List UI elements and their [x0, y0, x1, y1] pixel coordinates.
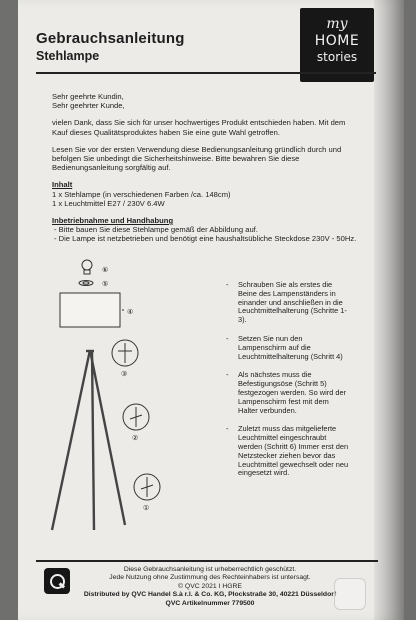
greeting-line: Sehr geehrte Kundin,	[52, 92, 124, 101]
logo-my: my	[326, 16, 348, 32]
brand-logo	[300, 8, 374, 82]
read-notice-paragraph: Lesen Sie vor der ersten Verwendung diese Bedienungsanleitung gründlich durch und befolgen Sie unbedingt die Sicherheitshinweise. Bitte bewahren Sie diese Bedienungsanleitung sorgfältig auf.	[52, 144, 342, 173]
lampshade-icon	[60, 293, 120, 327]
assembly-step: - Zuletzt muss das mitgelieferte Leuchtmittel eingeschraubt werden (Schritt 6) Immer erst den Netzstecker ziehen bevor das Leuchtmittel gewechselt oder neu eingesetzt wird.	[232, 425, 350, 478]
label-step4: ④	[127, 309, 134, 316]
header-divider	[36, 72, 376, 74]
setup-item: - Bitte bauen Sie diese Stehlampe gemäß der Abbildung auf.	[54, 225, 258, 235]
setup-item-text: Die Lampe ist netzbetrieben und benötigt eine haushaltsübliche Steckdose 230V - 50Hz.	[58, 234, 357, 244]
document-subtitle: Stehlampe	[36, 49, 100, 63]
usage-line: Jede Nutzung ohne Zustimmung des Rechteinhabers ist untersagt.	[109, 574, 311, 582]
assembly-step: - Als nächstes muss die Befestigungsöse (Schritt 5) festgezogen werden. So wird der Lampenschirm fest mit dem Halter verbunden.	[232, 371, 350, 415]
logo-home: HOME	[314, 33, 360, 49]
assembly-steps	[232, 281, 350, 488]
label-step6: ⑥	[102, 267, 109, 274]
document-body	[52, 92, 357, 244]
setup-item: - Die Lampe ist netzbetrieben und benötigt eine haushaltsübliche Steckdose 230V - 50Hz.	[54, 234, 357, 244]
distributor-line: Distributed by QVC Handel S.à r.l. & Co. KG, Plockstraße 30, 40221 Düsseldorf	[83, 591, 337, 599]
document-header	[36, 30, 185, 63]
article-number-line: QVC Artikelnummer 779500	[165, 599, 255, 607]
label-step5: ⑤	[102, 281, 109, 288]
document-title: Gebrauchsanleitung	[36, 30, 185, 47]
bulb-icon	[82, 260, 92, 274]
sticker-mark	[334, 578, 366, 610]
sheet-fold-shadow	[374, 0, 404, 620]
fixing-ring-icon	[79, 281, 93, 286]
label-step1: ①	[143, 505, 150, 512]
greeting	[52, 92, 357, 110]
footer-divider	[36, 560, 378, 562]
label-step3: ③	[121, 371, 128, 378]
company-year-line: © QVC 2021 I HGRE	[178, 582, 242, 590]
contents-item: 1 x Leuchtmittel E27 / 230V 6.4W	[52, 198, 165, 208]
label-step2: ②	[132, 435, 139, 442]
lamp-assembly-illustration	[50, 255, 230, 535]
setup-item-text: Bitte bauen Sie diese Stehlampe gemäß der Abbildung auf.	[58, 225, 258, 235]
tripod-stand-icon	[52, 350, 128, 530]
detail-circle-icon	[112, 340, 160, 500]
logo-stories: stories	[316, 50, 358, 64]
assembly-step: - Schrauben Sie als erstes die Beine des Lampenständers in einander und anschließen in die Leuchtmittelhalterung (Schritte 1-3).	[232, 281, 350, 325]
assembly-step: - Setzen Sie nun den Lampenschirm auf die Leuchtmittelhalterung (Schritt 4)	[232, 335, 350, 361]
setup-heading: Inbetriebnahme und Handhabung	[52, 216, 174, 226]
greeting-line: Sehr geehrter Kunde,	[52, 101, 125, 111]
intro-paragraph: vielen Dank, dass Sie sich für unser hochwertiges Produkt entschieden haben. Mit dem Kauf dieses Qualitätsproduktes haben Sie eine gute Wahl getroffen.	[52, 118, 346, 137]
contents-heading: Inhalt	[52, 180, 73, 190]
copyright-line: Diese Gebrauchsanleitung ist urheberrechtlich geschützt.	[123, 566, 297, 573]
footer-text	[60, 566, 360, 608]
contents-item: 1 x Stehlampe (in verschiedenen Farben /ca. 148cm)	[52, 189, 231, 199]
